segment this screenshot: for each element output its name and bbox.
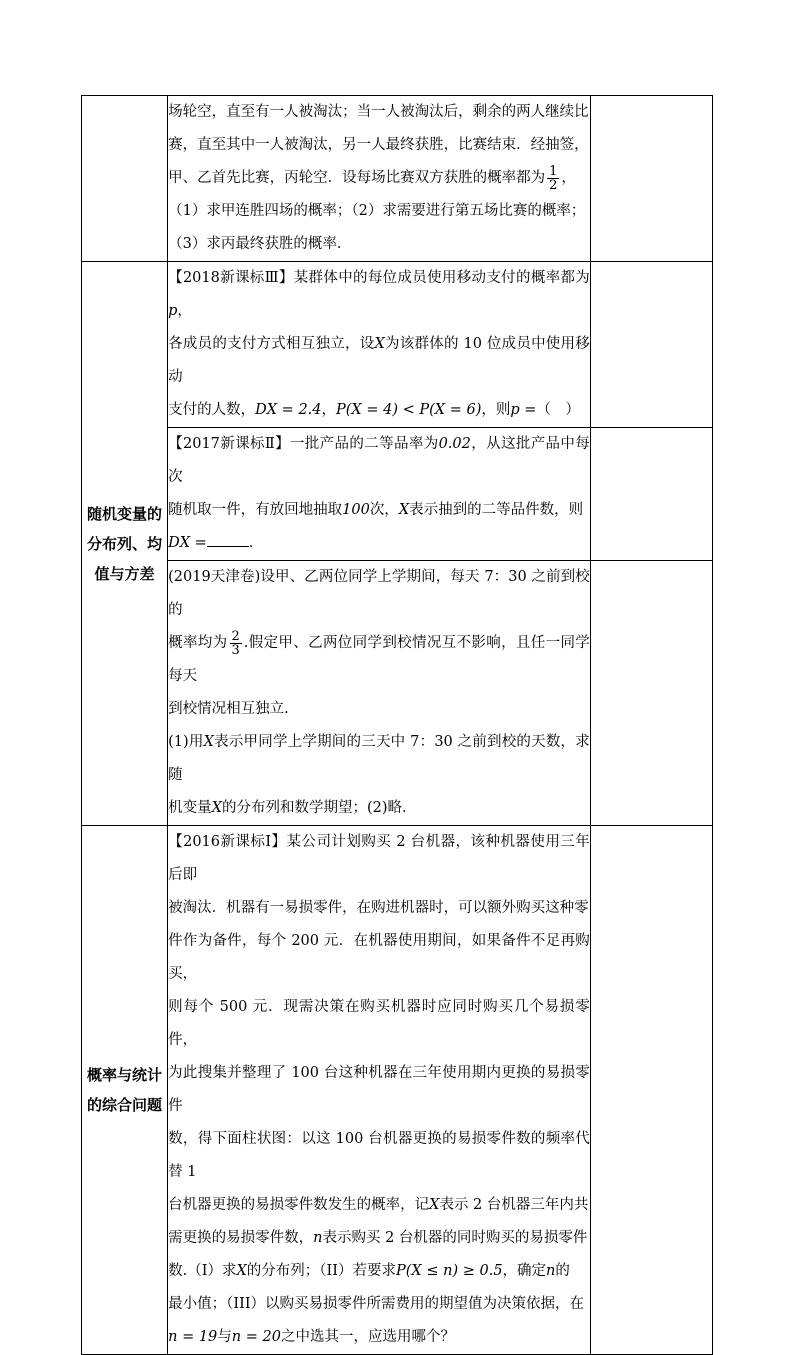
notes-cell: [590, 826, 712, 1355]
problem-text: ，确定: [502, 1263, 547, 1279]
problem-text: 数.（I）求: [168, 1263, 237, 1279]
problem-line: [168, 262, 590, 328]
notes-cell: [590, 262, 712, 428]
problem-line: 数，得下面柱状图：以这 100 台机器更换的易损零件数的频率代替 1: [168, 1131, 590, 1180]
math-expr: X: [211, 800, 222, 816]
math-expr: P(X ≤ n) ≥ 0.5: [396, 1263, 503, 1279]
math-expr: 100: [342, 502, 370, 518]
problem-table: [81, 95, 713, 1355]
problem-text: 与: [217, 1329, 232, 1345]
problem-line: [168, 726, 590, 792]
problem-text: 各成员的支付方式相互独立，设: [168, 336, 375, 352]
problem-text: 表示 2 台机器三年内共: [439, 1197, 589, 1213]
problem-line: 到校情况相互独立.: [168, 701, 289, 717]
problem-line: [168, 627, 590, 693]
problem-cell: [168, 96, 591, 262]
problem-line: [168, 328, 590, 394]
math-expr: p: [168, 303, 178, 319]
math-expr: X: [236, 1263, 247, 1279]
topic-label: 概率与统计的综合问题: [82, 826, 168, 1355]
problem-text: 随机取一件，有放回地抽取: [168, 502, 343, 518]
math-expr: X: [398, 502, 410, 518]
topic-label: 随机变量的分布列、均值与方差: [82, 262, 168, 826]
fraction-denominator: 2: [549, 177, 558, 193]
problem-text: 支付的人数，: [168, 402, 256, 418]
problem-text: 的分布列和数学期望；(2)略．: [221, 800, 417, 816]
problem-line: 【2016新课标Ⅰ】某公司计划购买 2 台机器，该种机器使用三年后即: [168, 834, 590, 883]
problem-line: 件作为备件，每个 200 元．在机器使用期间，如果备件不足再购买，: [168, 933, 590, 982]
problem-line: （1）求甲连胜四场的概率；（2）求需要进行第五场比赛的概率；: [168, 203, 586, 219]
math-expr: P(X = 4) < P(X = 6): [336, 402, 482, 418]
math-expr: n: [546, 1263, 556, 1279]
notes-cell: [590, 428, 712, 561]
problem-line: （3）求丙最终获胜的概率．: [168, 236, 352, 252]
math-expr: X: [429, 1197, 440, 1213]
fraction-numerator: 1: [549, 163, 558, 179]
problem-line: [168, 1321, 590, 1354]
math-expr: 0.02: [438, 436, 471, 452]
fraction: [547, 165, 559, 192]
table-row: [82, 262, 713, 428]
problem-line: 赛，直至其中一人被淘汰，另一人最终获胜，比赛结束．经抽签，: [168, 137, 589, 153]
problem-text: 【2017新课标Ⅱ】一批产品的二等品率为: [168, 436, 439, 452]
math-expr: p =: [510, 402, 537, 418]
fraction-denominator: 3: [231, 642, 240, 658]
problem-text: 概率均为: [168, 635, 228, 651]
notes-cell: [590, 96, 712, 262]
problem-line: [168, 1189, 590, 1222]
problem-text: 的分布列；（II）若要求: [246, 1263, 397, 1279]
topic-cell-empty: [82, 96, 168, 262]
problem-text: ，: [177, 303, 192, 319]
math-expr: n = 19: [168, 1329, 218, 1345]
problem-line: 为此搜集并整理了 100 台这种机器在三年使用期内更换的易损零件: [168, 1065, 590, 1114]
problem-line: (2019天津卷)设甲、乙两位同学上学期间，每天 7：30 之前到校的: [168, 569, 590, 618]
table-row: [82, 826, 713, 1355]
problem-line: [168, 1255, 590, 1288]
problem-text: ，则: [481, 402, 511, 418]
problem-text: 表示购买 2 台机器的同时购买的易损零件: [322, 1230, 588, 1246]
problem-text: ，: [321, 402, 337, 418]
problem-line: [168, 792, 590, 825]
problem-line: [168, 494, 590, 527]
problem-line: [168, 394, 590, 427]
problem-text: ，从这批产品中每次: [168, 436, 590, 485]
math-expr: n = 20: [231, 1329, 281, 1345]
problem-text: ，: [561, 170, 576, 186]
problem-text: 甲、乙首先比赛，丙轮空．设每场比赛双方获胜的概率都为: [168, 170, 546, 186]
problem-text: 台机器更换的易损零件数发生的概率，记: [168, 1197, 430, 1213]
problem-cell: [168, 262, 591, 428]
table-row: [82, 428, 713, 561]
problem-cell: [168, 561, 591, 826]
problem-cell: [168, 428, 591, 561]
math-expr: n: [313, 1230, 323, 1246]
fraction: [230, 630, 242, 657]
answer-blank: [207, 532, 249, 547]
problem-cell: [168, 826, 591, 1355]
problem-text: 为该群体的 10 位成员中使用移动: [168, 336, 590, 385]
problem-text: 需更换的易损零件数，: [168, 1230, 314, 1246]
table-row: [82, 561, 713, 826]
problem-line: 最小值；（III）以购买易损零件所需费用的期望值为决策依据，在: [168, 1296, 585, 1312]
problem-text: 表示抽到的二等品件数，则: [409, 502, 584, 518]
math-expr: X: [203, 734, 214, 750]
table-row: [82, 96, 713, 262]
problem-text: 表示甲同学上学期间的三天中 7：30 之前到校的天数，求随: [168, 734, 590, 783]
problem-text: 【2018新课标Ⅲ】某群体中的每位成员使用移动支付的概率都为: [168, 270, 590, 286]
fraction-numerator: 2: [231, 628, 240, 644]
problem-line: 场轮空，直至有一人被淘汰；当一人被淘汰后，剩余的两人继续比: [168, 104, 589, 120]
problem-line: [168, 527, 590, 560]
problem-line: 被淘汰．机器有一易损零件，在购进机器时，可以额外购买这种零: [168, 900, 589, 916]
problem-line: [168, 162, 590, 195]
math-expr: X: [374, 336, 385, 352]
problem-text: 次，: [369, 502, 399, 518]
problem-line: [168, 1222, 590, 1255]
problem-text: .假定甲、乙两位同学到校情况互不影响，且任一同学每天: [168, 635, 590, 684]
math-expr: DX =: [168, 535, 207, 551]
problem-text: 的: [555, 1263, 570, 1279]
problem-text: （ ）: [536, 402, 580, 418]
problem-text: 机变量: [168, 800, 212, 816]
problem-line: [168, 428, 590, 494]
problem-text: 之中选其一，应选用哪个？: [280, 1329, 455, 1345]
problem-text: ．: [248, 535, 264, 551]
notes-cell: [590, 561, 712, 826]
math-expr: DX = 2.4: [255, 402, 322, 418]
problem-line: 则每个 500 元．现需决策在购买机器时应同时购买几个易损零件，: [168, 999, 590, 1048]
problem-text: (1)用: [168, 734, 204, 750]
